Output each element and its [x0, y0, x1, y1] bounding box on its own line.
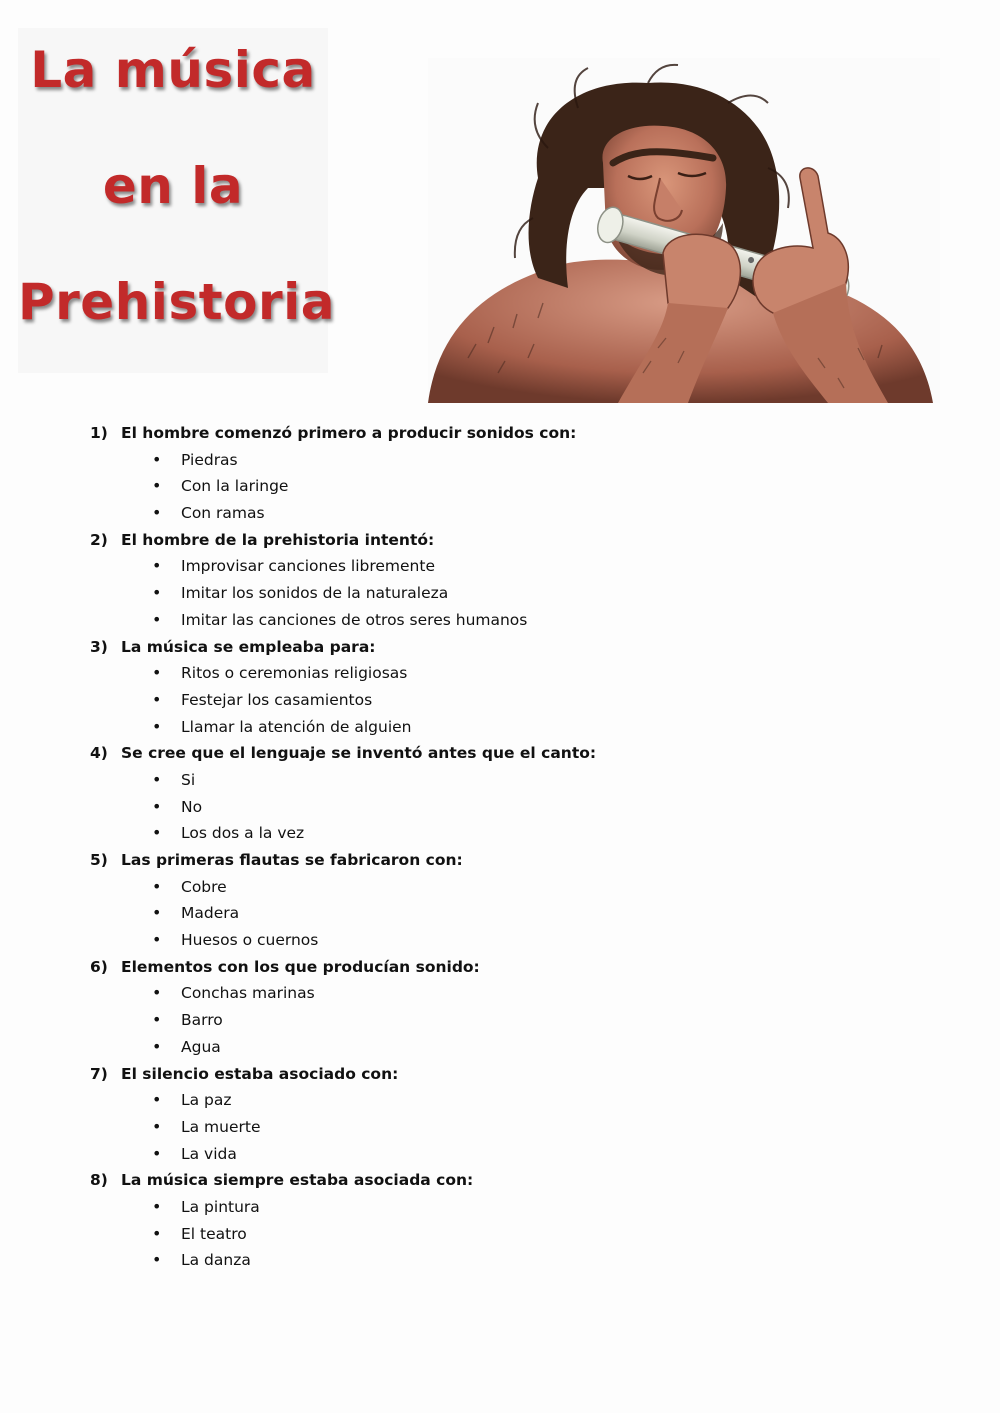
- question-number: 6): [90, 957, 108, 976]
- bullet-icon: •: [152, 1010, 162, 1030]
- answer-option[interactable]: [90, 607, 910, 634]
- question-4: [90, 740, 910, 767]
- question-5: [90, 847, 910, 874]
- bullet-icon: •: [152, 609, 162, 629]
- question-number: 4): [90, 744, 108, 763]
- question-text: Las primeras flautas se fabricaron con:: [121, 851, 463, 869]
- answer-option-label: La pintura: [181, 1197, 260, 1216]
- title-block: [18, 28, 335, 373]
- bullet-icon: •: [152, 1036, 162, 1056]
- bullet-icon: •: [152, 689, 162, 709]
- bullet-icon: •: [152, 476, 162, 496]
- bullet-icon: •: [152, 876, 162, 896]
- bullet-icon: •: [152, 1143, 162, 1163]
- answer-option[interactable]: [90, 1141, 910, 1168]
- question-7: [90, 1061, 910, 1088]
- answer-option-label: Agua: [181, 1037, 221, 1056]
- answer-option[interactable]: [90, 874, 910, 901]
- answer-option-label: No: [181, 797, 203, 816]
- question-text: El silencio estaba asociado con:: [121, 1064, 399, 1083]
- answer-option-label: Con ramas: [181, 504, 265, 523]
- bullet-icon: •: [152, 556, 162, 576]
- question-text: El hombre comenzó primero a producir sonidos con:: [121, 424, 577, 442]
- question-number: 5): [90, 851, 108, 869]
- answer-option[interactable]: [90, 447, 910, 474]
- answer-option[interactable]: [90, 1007, 910, 1034]
- bullet-icon: •: [152, 983, 162, 1003]
- bullet-icon: •: [152, 1116, 162, 1136]
- answer-option[interactable]: [90, 500, 910, 527]
- title-line-2: en la: [102, 157, 244, 215]
- answer-option[interactable]: [90, 900, 910, 927]
- bullet-icon: •: [152, 449, 162, 469]
- answer-option[interactable]: [90, 714, 910, 741]
- answer-option[interactable]: [90, 1221, 910, 1248]
- answer-option-label: Madera: [181, 904, 240, 923]
- quiz-list: [90, 420, 910, 1274]
- bullet-icon: •: [152, 930, 162, 950]
- answer-option-label: Improvisar canciones libremente: [181, 557, 435, 576]
- answer-option-label: La danza: [181, 1251, 251, 1270]
- question-text: La música se empleaba para:: [121, 637, 376, 656]
- question-number: 7): [90, 1064, 108, 1083]
- bullet-icon: •: [152, 716, 162, 736]
- answer-option-label: Huesos o cuernos: [181, 931, 319, 950]
- answer-option[interactable]: [90, 1114, 910, 1141]
- answer-option-label: Festejar los casamientos: [181, 690, 373, 709]
- question-text: Se cree que el lenguaje se inventó antes que el canto:: [121, 744, 597, 763]
- answer-option-label: Piedras: [181, 450, 238, 469]
- question-number: 3): [90, 637, 108, 656]
- bullet-icon: •: [152, 769, 162, 789]
- answer-option-label: Imitar las canciones de otros seres humanos: [181, 610, 528, 629]
- bullet-icon: •: [152, 796, 162, 816]
- answer-option-label: Conchas marinas: [181, 984, 315, 1003]
- answer-option-label: La muerte: [181, 1117, 261, 1136]
- answer-option[interactable]: [90, 820, 910, 847]
- answer-option[interactable]: [90, 1194, 910, 1221]
- bullet-icon: •: [152, 1250, 162, 1270]
- question-6: [90, 954, 910, 981]
- answer-option-label: Imitar los sonidos de la naturaleza: [181, 584, 449, 603]
- answer-option-label: Barro: [181, 1011, 223, 1030]
- question-2: [90, 527, 910, 554]
- question-text: La música siempre estaba asociada con:: [121, 1171, 474, 1190]
- answer-option-label: Si: [181, 770, 196, 789]
- answer-option[interactable]: [90, 980, 910, 1007]
- bullet-icon: •: [152, 583, 162, 603]
- answer-option-label: La vida: [181, 1144, 237, 1163]
- bullet-icon: •: [152, 823, 162, 843]
- answer-option[interactable]: [90, 927, 910, 954]
- answer-option-label: Cobre: [181, 877, 227, 896]
- question-1: [90, 420, 910, 447]
- question-text: El hombre de la prehistoria intentó:: [121, 530, 435, 549]
- answer-option[interactable]: [90, 1247, 910, 1274]
- bullet-icon: •: [152, 503, 162, 523]
- question-number: 8): [90, 1171, 108, 1190]
- bullet-icon: •: [152, 1196, 162, 1216]
- answer-option[interactable]: [90, 1087, 910, 1114]
- answer-option[interactable]: [90, 553, 910, 580]
- caveman-flute-illustration: [428, 58, 940, 403]
- question-number: 1): [90, 424, 108, 442]
- title-line-1: La música: [30, 41, 316, 99]
- question-3: [90, 634, 910, 661]
- answer-option-label: Los dos a la vez: [181, 824, 305, 843]
- bullet-icon: •: [152, 903, 162, 923]
- question-text: Elementos con los que producían sonido:: [121, 957, 480, 976]
- answer-option[interactable]: [90, 767, 910, 794]
- bullet-icon: •: [152, 1223, 162, 1243]
- answer-option[interactable]: [90, 794, 910, 821]
- answer-option-label: Llamar la atención de alguien: [181, 717, 412, 736]
- question-number: 2): [90, 530, 108, 549]
- answer-option-label: La paz: [181, 1091, 232, 1110]
- answer-option[interactable]: [90, 660, 910, 687]
- answer-option[interactable]: [90, 580, 910, 607]
- answer-option[interactable]: [90, 687, 910, 714]
- answer-option[interactable]: [90, 1034, 910, 1061]
- question-8: [90, 1167, 910, 1194]
- answer-option-label: El teatro: [181, 1224, 247, 1243]
- title-line-3: Prehistoria: [18, 273, 335, 331]
- answer-option[interactable]: [90, 473, 910, 500]
- answer-option-label: Con la laringe: [181, 477, 289, 496]
- answer-option-label: Ritos o ceremonias religiosas: [181, 664, 408, 683]
- bullet-icon: •: [152, 663, 162, 683]
- bullet-icon: •: [152, 1090, 162, 1110]
